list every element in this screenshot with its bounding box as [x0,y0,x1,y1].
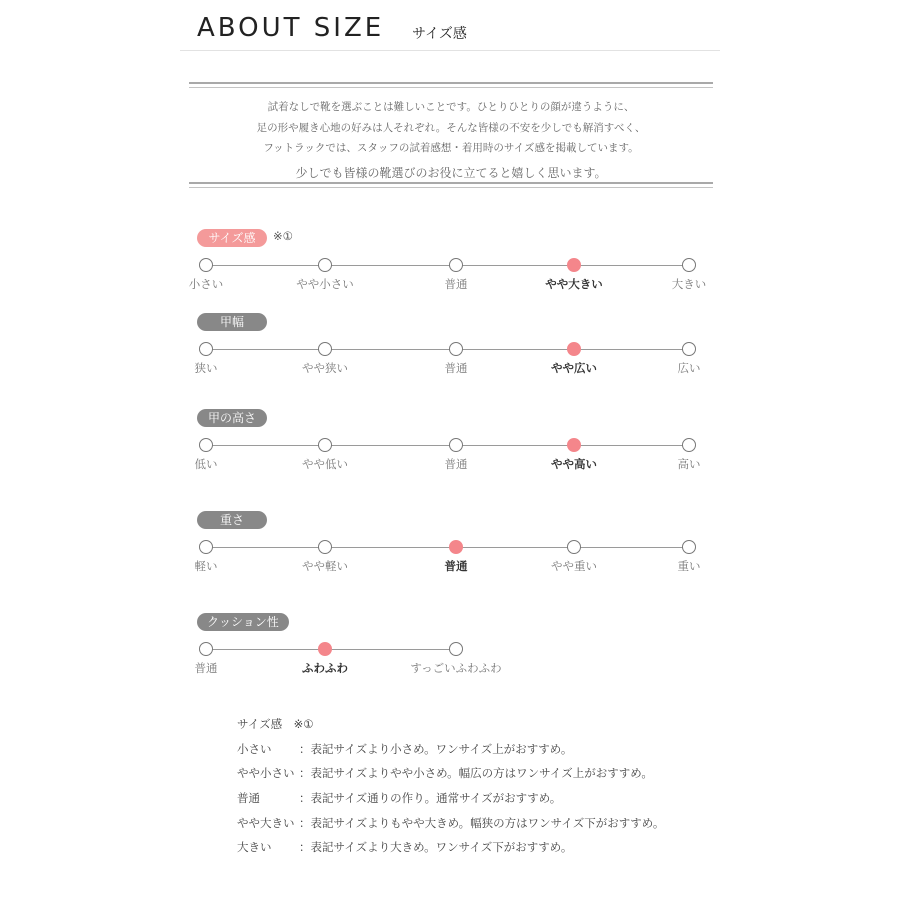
scale-track [206,547,689,548]
scale-dot [199,642,213,656]
scale-dot [449,258,463,272]
scale-dot [199,342,213,356]
scale-option-label: やや重い [551,559,597,573]
intro-top-rule [189,82,713,88]
scale-option-label: 小さい [188,277,224,291]
legend-term: やや小さい [237,766,295,781]
scale-option-label: 普通 [444,361,468,375]
size-legend [237,716,664,864]
intro-line: 足の形や履き心地の好みは人それぞれ。そんな皆様の不安を少しでも解消すべく、 [256,121,646,134]
scale-dot [449,342,463,356]
scale-track [206,265,689,266]
scale-option-label: 広い [677,361,701,375]
scale-dot [318,342,332,356]
scale-dot [199,438,213,452]
scale-track [206,445,689,446]
legend-term: 大きい [237,840,272,855]
scale-option-label: 重い [677,559,701,573]
scale-track [206,349,689,350]
scale-dot [567,540,581,554]
legend-term: やや大きい [237,815,295,830]
header [180,0,720,51]
legend-row [237,741,664,766]
legend-desc: ：表記サイズより大きめ。ワンサイズ下がおすすめ。 [299,840,573,855]
scale-label: 甲の高さ [197,409,267,427]
scale-dot [682,258,696,272]
scale-dot [199,258,213,272]
legend-row [237,765,664,790]
scale-option-label: やや軽い [302,559,348,573]
page-subtitle: サイズ感 [412,26,467,42]
scale-note: ※① [273,229,293,243]
scale-dot [318,438,332,452]
legend-heading: サイズ感 ※① [237,717,314,731]
intro-line: 試着なしで靴を選ぶことは難しいことです。ひとりひとりの顔が違うように、 [267,101,635,113]
scale-label: クッション性 [197,613,289,631]
intro-line: フットラックでは、スタッフの試着感想・着用時のサイズ感を掲載しています。 [263,142,639,154]
legend-desc: ：表記サイズ通りの作り。通常サイズがおすすめ。 [299,791,562,806]
scale-dot-selected [567,438,581,452]
legend-desc: ：表記サイズより小さめ。ワンサイズ上がおすすめ。 [299,741,573,756]
scale-option-label: やや小さい [296,277,354,291]
intro-bottom-rule [189,182,713,188]
scale-dot-selected [567,258,581,272]
scale-option-label: 狭い [194,361,218,375]
scale-option-label: やや狭い [302,361,348,375]
scale-dot-selected [449,540,463,554]
scale-option-label: 低い [194,457,218,471]
scale-dot [318,258,332,272]
scale-dot [449,438,463,452]
legend-desc: ：表記サイズよりやや小さめ。幅広の方はワンサイズ上がおすすめ。 [299,766,653,781]
scale-dot [682,438,696,452]
scale-dot [318,540,332,554]
legend-row [237,815,664,840]
scale-option-label: やや広い [551,361,597,375]
scale-label: 重さ [197,511,267,529]
legend-row [237,790,664,815]
legend-term: 普通 [237,791,260,806]
scale-option-label: ふわふわ [302,661,348,675]
intro-closing: 少しでも皆様の靴選びのお役に立てると嬉しく思います。 [295,165,607,180]
scale-dot-selected [318,642,332,656]
scale-dot-selected [567,342,581,356]
scale-option-label: 高い [677,457,701,471]
legend-row [237,839,664,864]
legend-desc: ：表記サイズよりもやや大きめ。幅狭の方はワンサイズ下がおすすめ。 [299,815,665,830]
scale-dot [682,342,696,356]
scale-option-label: 大きい [671,277,707,291]
scale-label: 甲幅 [197,313,267,331]
scale-option-label: やや高い [551,457,597,471]
scale-option-label: やや大きい [545,277,603,291]
scale-option-label: やや低い [302,457,348,471]
scale-option-label: 軽い [194,559,218,573]
scale-dot [199,540,213,554]
scale-option-label: 普通 [444,277,468,291]
page-title: ABOUT SIZE [197,13,385,43]
scale-option-label: 普通 [194,661,218,675]
scale-option-label: 普通 [444,559,468,573]
scale-dot [682,540,696,554]
scale-option-label: すっごいふわふわ [410,661,502,675]
legend-term: 小さい [237,741,272,756]
scale-option-label: 普通 [444,457,468,471]
scale-label: サイズ感 [197,229,267,247]
scale-dot [449,642,463,656]
intro-text [189,97,713,187]
